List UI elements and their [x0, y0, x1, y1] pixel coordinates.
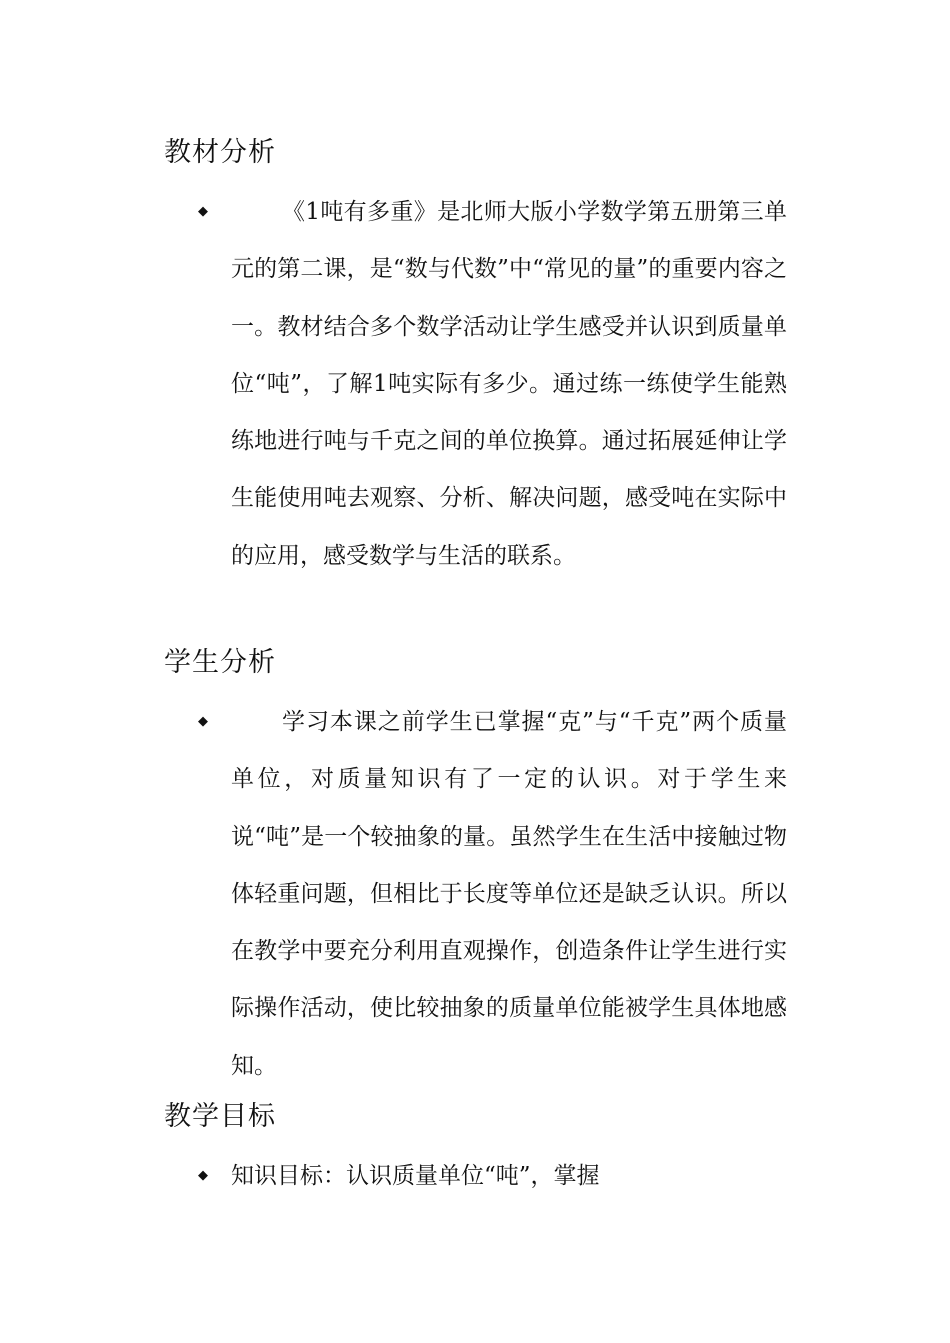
- paragraph-student-analysis: 学习本课之前学生已掌握“克”与“千克”两个质量单位，对质量知识有了一定的认识。对于学生来说“吨”是一个较抽象的量。虽然学生在生活中接触过物体轻重问题，但相比于长度等单位还是缺乏认识。所以在教学中要充分利用直观操作，创造条件让学生进行实际操作活动，使比较抽象的质量单位能被学生具体地感知。: [231, 709, 787, 1079]
- section-heading-teaching-goals: 教学目标: [164, 1101, 276, 1132]
- diamond-bullet-icon: ◆: [198, 204, 208, 219]
- paragraph-textbook-analysis: 《1吨有多重》是北师大版小学数学第五册第三单元的第二课，是“数与代数”中“常见的量”的重要内容之一。教材结合多个数学活动让学生感受并认识到质量单位“吨”，了解1吨实际有多少。通过练一练使学生能熟练地进行吨与千克之间的单位换算。通过拓展延伸让学生能使用吨去观察、分析、解决问题，感受吨在实际中的应用，感受数学与生活的联系。: [231, 199, 787, 569]
- diamond-bullet-icon: ◆: [198, 714, 208, 729]
- section-heading-student-analysis: 学生分析: [164, 647, 276, 678]
- paragraph-teaching-goals: 知识目标：认识质量单位“吨”，掌握: [231, 1163, 600, 1189]
- section-heading-textbook-analysis: 教材分析: [164, 137, 276, 168]
- diamond-bullet-icon: ◆: [198, 1168, 208, 1183]
